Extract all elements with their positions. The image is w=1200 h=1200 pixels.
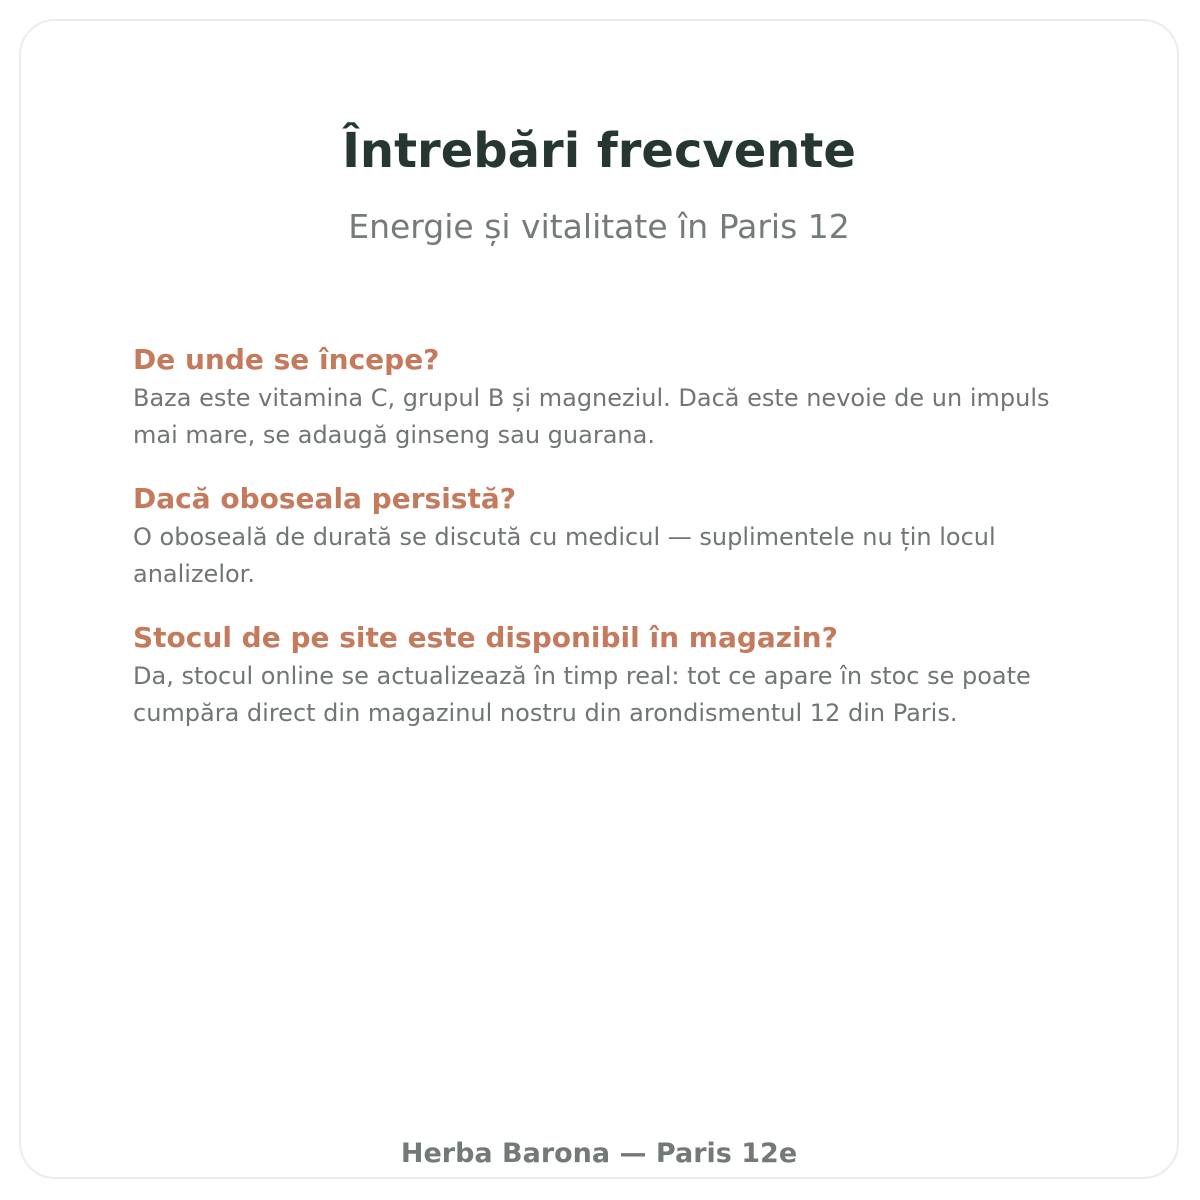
faq-item — [133, 619, 1093, 758]
faq-answer: Baza este vitamina C, grupul B și magneziul. Dacă este nevoie de un impuls mai mare, se adaugă ginseng sau guarana. — [133, 384, 1050, 449]
faq-card — [19, 19, 1179, 1179]
footer-brand: Herba Barona — Paris 12e — [400, 1138, 798, 1169]
faq-item — [133, 341, 1093, 480]
faq-list — [133, 341, 1093, 758]
faq-question: De unde se începe? — [133, 343, 440, 376]
page-subtitle: Energie și vitalitate în Paris 12 — [348, 207, 850, 246]
page-title: Întrebări frecvente — [342, 123, 856, 179]
faq-question: Dacă oboseala persistă? — [133, 482, 516, 515]
faq-answer: Da, stocul online se actualizează în timp real: tot ce apare în stoc se poate cumpăra direct din magazinul nostru din arondismentul 12 din Paris. — [133, 662, 1031, 727]
faq-question: Stocul de pe site este disponibil în magazin? — [133, 621, 838, 654]
faq-item — [133, 480, 1093, 619]
faq-answer: O oboseală de durată se discută cu medicul — suplimentele nu țin locul analizelor. — [133, 523, 996, 588]
